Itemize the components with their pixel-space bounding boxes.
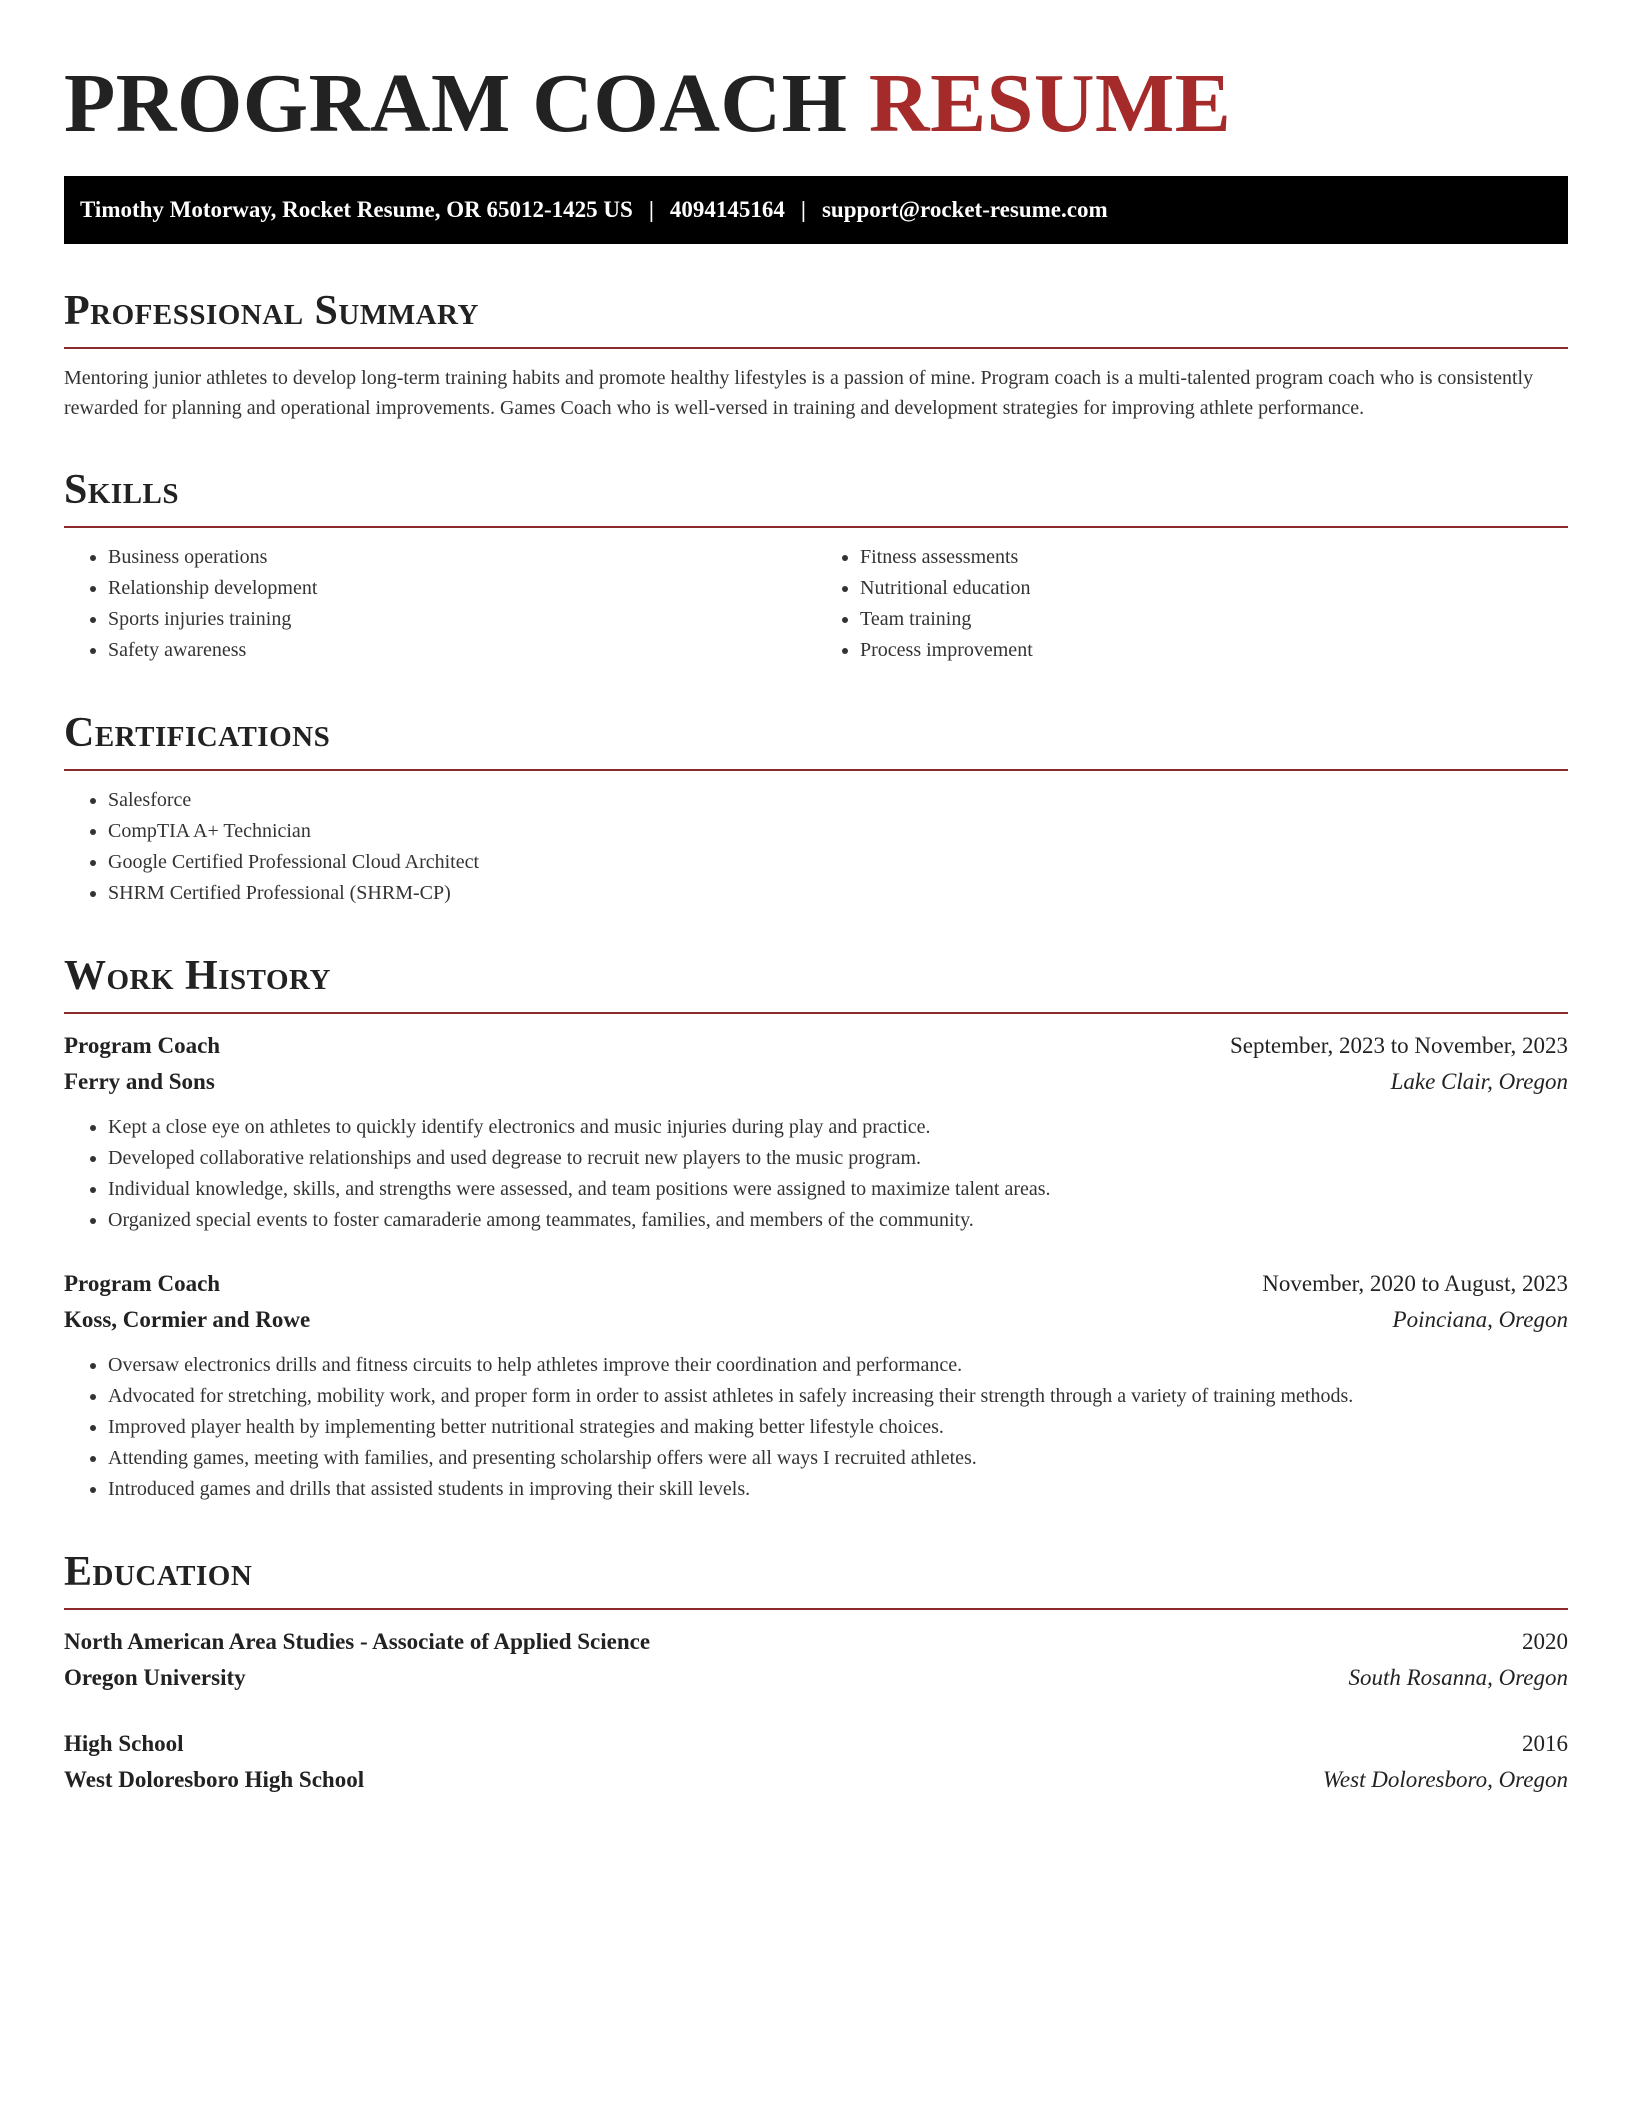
job-duty: • Improved player health by implementing better nutritional strategies and making better lifestyle choices. — [108, 1412, 1568, 1443]
skill-item: • Team training — [860, 604, 1568, 635]
job-duty: • Organized special events to foster camaraderie among teammates, families, and members of the community. — [108, 1205, 1568, 1236]
education-entry — [64, 1624, 1568, 1696]
skills-list-right — [816, 542, 1568, 666]
job-dates: November, 2020 to August, 2023 — [1262, 1271, 1568, 1296]
education-school-row — [64, 1660, 1568, 1696]
certification-item: • SHRM Certified Professional (SHRM-CP) — [108, 878, 1568, 909]
contact-bar — [64, 176, 1568, 244]
certification-item: • CompTIA A+ Technician — [108, 816, 1568, 847]
job-company-row — [64, 1302, 1568, 1338]
education-school: Oregon University — [64, 1665, 246, 1690]
job-header-row — [64, 1266, 1568, 1302]
job-duty: • Advocated for stretching, mobility work, and proper form in order to assist athletes in safely increasing their strength through a variety of training methods. — [108, 1381, 1568, 1412]
job-duty: • Kept a close eye on athletes to quickly identify electronics and music injuries during play and practice. — [108, 1112, 1568, 1143]
skills-grid — [64, 542, 1568, 666]
resume-title — [64, 0, 1568, 154]
job-title: Program Coach — [64, 1033, 221, 1058]
work-history-heading: Work History — [64, 953, 331, 999]
skills-list-left — [64, 542, 816, 666]
education-degree: High School — [64, 1731, 184, 1756]
job-duty: • Introduced games and drills that assisted students in improving their skill levels. — [108, 1474, 1568, 1505]
skills-section — [64, 467, 1568, 666]
skill-item: • Business operations — [108, 542, 816, 573]
job-duties-list — [64, 1350, 1568, 1505]
title-accent: RESUME — [868, 57, 1232, 150]
education-degree: North American Area Studies - Associate of Applied Science — [64, 1629, 651, 1654]
education-location: South Rosanna, Oregon — [1348, 1665, 1568, 1690]
education-year: 2016 — [1522, 1731, 1568, 1756]
summary-heading: Professional Summary — [64, 288, 479, 334]
education-degree-row — [64, 1726, 1568, 1762]
job-duty: • Oversaw electronics drills and fitness circuits to help athletes improve their coordination and performance. — [108, 1350, 1568, 1381]
education-heading: Education — [64, 1549, 253, 1595]
education-school: West Doloresboro High School — [64, 1767, 365, 1792]
job-entry — [64, 1266, 1568, 1505]
skill-item: • Nutritional education — [860, 573, 1568, 604]
job-company: Koss, Cormier and Rowe — [64, 1307, 311, 1332]
job-location: Poinciana, Oregon — [1392, 1307, 1568, 1332]
education-section — [64, 1549, 1568, 1798]
skill-item: • Safety awareness — [108, 635, 816, 666]
job-duty: • Individual knowledge, skills, and strengths were assessed, and team positions were assigned to maximize talent areas. — [108, 1174, 1568, 1205]
certifications-list — [64, 785, 1568, 909]
contact-email: support@rocket-resume.com — [821, 197, 1108, 222]
certifications-section — [64, 710, 1568, 909]
section-divider — [64, 1012, 1568, 1014]
contact-address: Timothy Motorway, Rocket Resume, OR 65012-1425 US — [80, 197, 633, 222]
job-company-row — [64, 1064, 1568, 1100]
certifications-heading: Certifications — [64, 710, 331, 756]
skill-item: • Fitness assessments — [860, 542, 1568, 573]
contact-separator: | — [800, 197, 806, 222]
education-location: West Doloresboro, Oregon — [1322, 1767, 1568, 1792]
section-divider — [64, 1608, 1568, 1610]
job-dates: September, 2023 to November, 2023 — [1230, 1033, 1568, 1058]
section-divider — [64, 347, 1568, 349]
skill-item: • Process improvement — [860, 635, 1568, 666]
section-divider — [64, 526, 1568, 528]
job-duty: • Attending games, meeting with families, and presenting scholarship offers were all ways I recruited athletes. — [108, 1443, 1568, 1474]
section-divider — [64, 769, 1568, 771]
summary-text: Mentoring junior athletes to develop long-term training habits and promote healthy lifestyles is a passion of mine. Program coach is a multi-talented program coach who is consistently rewarded for planning and operational improvements. Games Coach who is well-versed in training and development strategies for improving athlete performance. — [64, 367, 1534, 419]
certification-item: • Salesforce — [108, 785, 1568, 816]
education-school-row — [64, 1762, 1568, 1798]
summary-section — [64, 288, 1568, 423]
skill-item: • Relationship development — [108, 573, 816, 604]
work-history-section — [64, 953, 1568, 1505]
job-entry — [64, 1028, 1568, 1236]
education-year: 2020 — [1522, 1629, 1568, 1654]
skills-heading: Skills — [64, 467, 180, 513]
job-location: Lake Clair, Oregon — [1390, 1069, 1568, 1094]
title-main: PROGRAM COACH — [64, 57, 848, 150]
job-duties-list — [64, 1112, 1568, 1236]
skill-item: • Sports injuries training — [108, 604, 816, 635]
contact-phone: 4094145164 — [669, 197, 785, 222]
education-degree-row — [64, 1624, 1568, 1660]
job-title: Program Coach — [64, 1271, 221, 1296]
certification-item: • Google Certified Professional Cloud Architect — [108, 847, 1568, 878]
job-company: Ferry and Sons — [64, 1069, 215, 1094]
job-duty: • Developed collaborative relationships and used degrease to recruit new players to the music program. — [108, 1143, 1568, 1174]
education-entry — [64, 1726, 1568, 1798]
job-header-row — [64, 1028, 1568, 1064]
contact-separator: | — [648, 197, 654, 222]
